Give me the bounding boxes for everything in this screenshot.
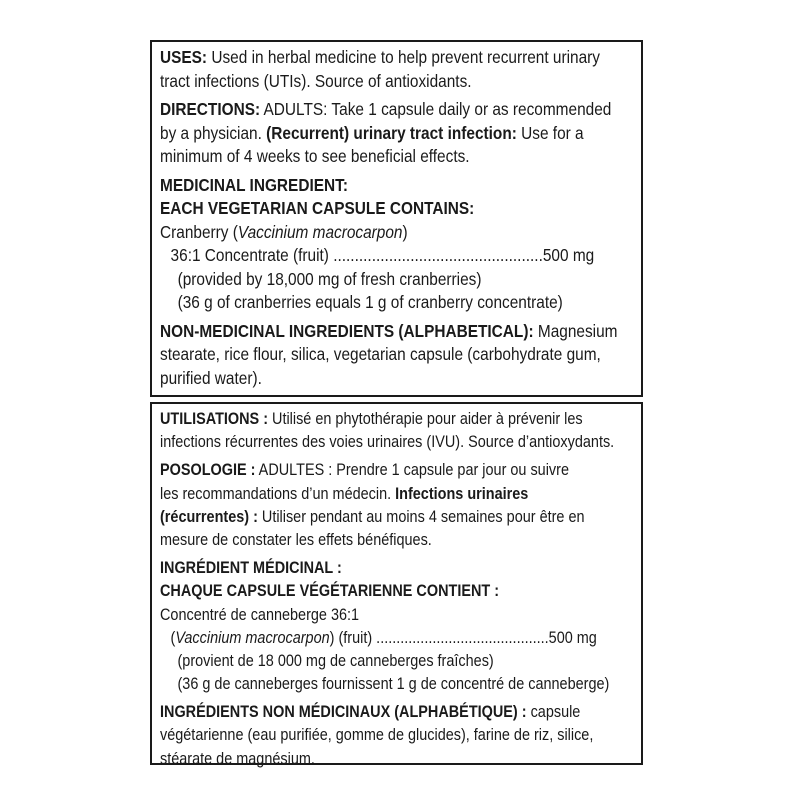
latin-concentrate-line xyxy=(160,627,597,650)
non-medicinaux-text-1: capsule xyxy=(526,703,581,722)
non-medicinaux-line-1 xyxy=(160,701,581,724)
directions-condition: (Recurrent) urinary tract infection: xyxy=(266,122,517,143)
dot-leader-fr: ........................................... xyxy=(376,628,549,647)
utilisations-text-1: Utilisé en phytothérapie pour aider à prévenir les xyxy=(268,410,583,428)
nonmed-line-2: stearate, rice flour, silica, vegetarian capsule (carbohydrate gum, xyxy=(160,344,601,364)
capsule-heading-fr xyxy=(160,580,574,603)
posologie-line-4: mesure de constater les effets bénéfiques. xyxy=(160,530,432,549)
latin-close: ) (fruit) xyxy=(329,628,377,647)
ingredient-name: Cranberry ( xyxy=(160,221,238,242)
concentrate-line xyxy=(160,244,595,268)
uses-text-1: Used in herbal medicine to help prevent recurrent urinary xyxy=(207,47,600,67)
utilisations-section xyxy=(160,408,633,454)
english-label-panel xyxy=(150,40,643,397)
non-medicinaux-label: INGRÉDIENTS NON MÉDICINAUX (ALPHABÉTIQUE) : xyxy=(160,703,527,722)
directions-section xyxy=(160,98,633,169)
directions-label: DIRECTIONS: xyxy=(160,99,261,119)
non-medicinaux-line-3: stéarate de magnésium. xyxy=(160,749,315,768)
posologie-label: POSOLOGIE : xyxy=(160,461,256,480)
uses-label: USES: xyxy=(160,47,208,67)
utilisations-line-1 xyxy=(160,408,583,431)
uses-line-1 xyxy=(160,46,600,70)
fournissent-line: (36 g de canneberges fournissent 1 g de concentré de canneberge) xyxy=(177,675,610,694)
directions-text-1: ADULTS: Take 1 capsule daily or as recommended xyxy=(260,99,612,119)
posologie-section xyxy=(160,459,633,552)
nonmed-line-3: purified water). xyxy=(160,367,262,388)
dot-leader: ................................................. xyxy=(333,245,543,265)
posologie-text-3b: Utiliser pendant au moins 4 semaines pour être en xyxy=(257,507,585,526)
directions-line-1 xyxy=(160,98,612,122)
posologie-line-2 xyxy=(160,483,574,506)
nonmed-label: NON-MEDICINAL INGREDIENTS (ALPHABETICAL): xyxy=(160,320,534,341)
uses-section xyxy=(160,46,633,93)
medicinal-section xyxy=(160,174,633,315)
medicinal-heading xyxy=(160,174,576,198)
ingredient-medicinal-heading xyxy=(160,557,574,580)
latin-open: ( xyxy=(170,628,176,647)
non-medicinaux-line-2: végétarienne (eau purifiée, gomme de glucides), farine de riz, silice, xyxy=(160,726,594,745)
directions-text-2a: by a physician. xyxy=(160,122,267,143)
directions-line-3: minimum of 4 weeks to see beneficial effects. xyxy=(160,146,470,166)
ingredient-latin-fr: Vaccinium macrocarpon xyxy=(175,628,330,647)
posologie-text-2a: les recommandations d’un médecin. xyxy=(160,484,396,503)
uses-line-2: tract infections (UTIs). Source of antioxidants. xyxy=(160,70,472,91)
ingredient-medicinal-text: INGRÉDIENT MÉDICINAL : xyxy=(160,559,342,578)
ingredient-line xyxy=(160,221,576,245)
posologie-condition: Infections urinaires xyxy=(395,484,529,503)
directions-line-2 xyxy=(160,122,584,146)
equals-line: (36 g of cranberries equals 1 g of cranberry concentrate) xyxy=(177,292,563,312)
ingredient-medicinal-section xyxy=(160,557,633,696)
capsule-heading-text: EACH VEGETARIAN CAPSULE CONTAINS: xyxy=(160,198,475,218)
medicinal-heading-text: MEDICINAL INGREDIENT: xyxy=(160,174,348,195)
concentrate-label: 36:1 Concentrate (fruit) xyxy=(170,245,334,265)
ingredient-line-fr: Concentré de canneberge 36:1 xyxy=(160,605,360,624)
nonmedicinal-section xyxy=(160,320,633,391)
concentrate-amount: 500 mg xyxy=(542,245,595,265)
provient-line: (provient de 18 000 mg de canneberges fraîches) xyxy=(177,651,494,670)
posologie-condition-2: (récurrentes) : xyxy=(160,507,258,526)
nonmed-text-1: Magnesium xyxy=(533,320,618,341)
posologie-text-1: ADULTES : Prendre 1 capsule par jour ou suivre xyxy=(255,461,569,480)
utilisations-line-2: infections récurrentes des voies urinaires (IVU). Source d’antioxydants. xyxy=(160,433,615,452)
utilisations-label: UTILISATIONS : xyxy=(160,410,269,428)
concentrate-amount-fr: 500 mg xyxy=(548,628,597,647)
ingredient-close: ) xyxy=(402,221,408,242)
french-label-panel xyxy=(150,402,643,768)
ingredient-latin: Vaccinium macrocarpon xyxy=(237,221,403,242)
provided-line: (provided by 18,000 mg of fresh cranberries) xyxy=(177,268,482,289)
capsule-heading-fr-text: CHAQUE CAPSULE VÉGÉTARIENNE CONTIENT : xyxy=(160,582,500,601)
non-medicinaux-section xyxy=(160,701,633,771)
directions-text-2c: Use for a xyxy=(516,122,584,143)
capsule-heading xyxy=(160,197,576,221)
posologie-line-3 xyxy=(160,506,585,529)
nonmed-line-1 xyxy=(160,320,618,344)
posologie-line-1 xyxy=(160,459,574,482)
